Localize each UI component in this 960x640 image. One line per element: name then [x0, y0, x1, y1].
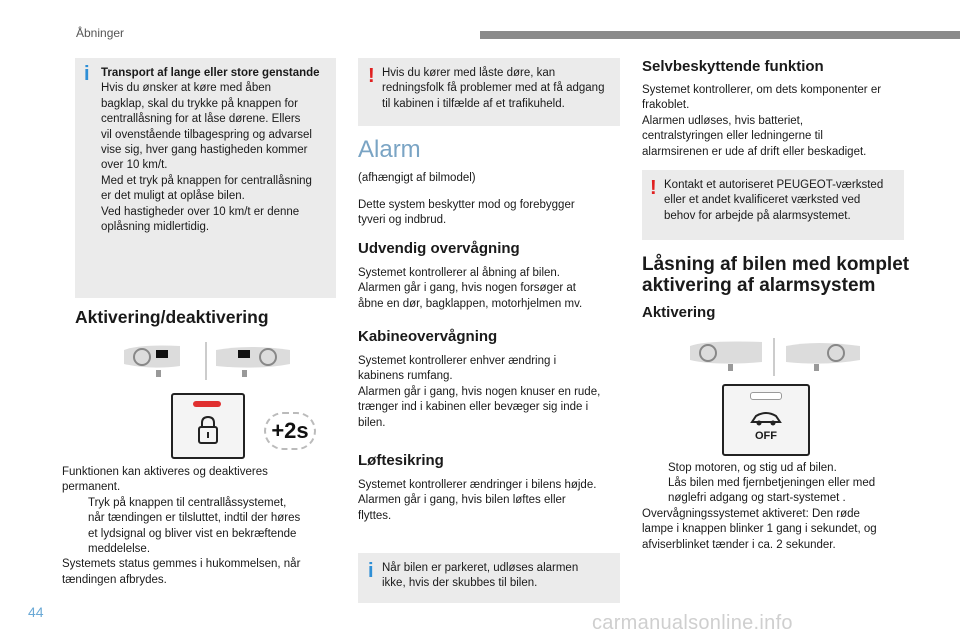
text-line: Hvis du ønsker at køre med åben: [101, 82, 272, 95]
page-number: 44: [28, 604, 44, 620]
text-line: Overvågningssystemet aktiveret: Den røde: [642, 507, 860, 520]
text-line: når tændingen er tilsluttet, indtil der høres: [88, 512, 301, 525]
text-line: tændingen afbrydes.: [62, 573, 167, 586]
text-line: vise sig, hver gang hastigheden kommer: [101, 144, 308, 157]
watermark: carmanualsonline.info: [592, 612, 793, 634]
text-line: eller et andet kvalificeret værksted ved: [664, 194, 861, 207]
heading-cabin-monitoring: Kabineovervågning: [358, 328, 498, 345]
info-box-transport: [75, 58, 336, 298]
text-line: tyveri og indbrud.: [358, 214, 447, 227]
off-label: OFF: [755, 430, 777, 442]
text-line: alarmsirenen er ude af drift eller beskadiget.: [642, 145, 867, 158]
text-line: Ved hastigheder over 10 km/t er denne: [101, 205, 300, 218]
text-line: meddelelse.: [88, 543, 151, 556]
activation-text: [62, 465, 342, 496]
alarm-button: [722, 384, 810, 456]
activation-step-2: [668, 476, 912, 507]
info-icon: i: [368, 560, 374, 582]
led-icon: [750, 392, 782, 400]
text-line: Hvis du kører med låste døre, kan: [382, 67, 556, 79]
heading-lift-protection: Løftesikring: [358, 452, 444, 469]
text-line: Systemets status gemmes i hukommelsen, når: [62, 558, 301, 571]
text-line: behov for arbejde på alarmsystemet.: [664, 209, 851, 222]
warning-icon: !: [368, 65, 375, 87]
text-line: Alarmen går i gang, hvis nogen forsøger at: [358, 282, 576, 295]
text-line: Systemet kontrollerer enhver ændring i: [358, 355, 557, 367]
warning-box-workshop: [642, 170, 904, 240]
text-line: oplåsning midlertidig.: [101, 221, 210, 234]
text-line: Lås bilen med fjernbetjeningen eller med: [668, 477, 876, 489]
heading-exterior-monitoring: Udvendig overvågning: [358, 240, 520, 257]
dashboard-illustration: [686, 336, 866, 381]
text-line: Systemet kontrollerer, om dets komponenter er: [642, 84, 882, 96]
text-line: vil ovenstående tilbagespring og advarsel: [101, 128, 312, 141]
car-alarm-icon: [750, 408, 782, 428]
text-line: Dette system beskytter mod og forebygger: [358, 199, 575, 211]
self-protection-text: [642, 83, 904, 160]
alarm-intro-text: [358, 198, 620, 229]
central-lock-button: [171, 393, 245, 459]
heading-self-protection: Selvbeskyttende funktion: [642, 58, 824, 75]
text-line: Funktionen kan aktiveres og deaktiveres: [62, 466, 268, 478]
text-line: permanent.: [62, 481, 121, 494]
text-line: Alarmen udløses, hvis batteriet,: [642, 114, 804, 127]
red-led-icon: [193, 401, 221, 407]
text-line: Kontakt et autoriseret PEUGEOT-værksted: [664, 179, 884, 191]
text-line: Alarmen går i gang, hvis bilen løftes eller: [358, 494, 566, 507]
text-line: er det muligt at oplåse bilen.: [101, 190, 245, 203]
text-line: over 10 km/t.: [101, 159, 168, 172]
heading-activation-deactivation: Aktivering/deaktivering: [75, 307, 269, 327]
text-line: åbne en dør, bagklappen, motorhjelmen mv.: [358, 297, 583, 310]
text-line: frakoblet.: [642, 99, 690, 112]
text-line: Med et tryk på knappen for centrallåsning: [101, 174, 312, 187]
text-line: Alarmen går i gang, hvis nogen knuser en rude,: [358, 385, 601, 398]
heading-activation: Aktivering: [642, 304, 716, 321]
text-line: trænger ind i kabinen eller bevæger sig inde i: [358, 401, 589, 414]
text-line: Systemet kontrollerer ændringer i bilens højde.: [358, 479, 597, 491]
warning-box-locked-doors: [358, 58, 620, 126]
text-line: Tryk på knappen til centrallåssystemet,: [88, 496, 287, 509]
text-line: lampe i knappen blinker 1 gang i sekundet, og: [642, 523, 877, 536]
section-title: Åbninger: [76, 26, 125, 40]
activation-status-text: [642, 507, 912, 553]
text-line: centralstyringen eller ledningerne til: [642, 130, 823, 143]
text-line: Systemet kontrollerer al åbning af bilen.: [358, 267, 560, 279]
heading-alarm: Alarm: [358, 136, 421, 163]
alarm-model-note: (afhængigt af bilmodel): [358, 172, 476, 184]
status-memory-text: [62, 557, 342, 588]
info-box-text: [101, 81, 331, 235]
warning-icon: !: [650, 177, 657, 199]
info-box-parked: [358, 553, 620, 603]
text-line: redningsfolk få problemer med at få adgang: [382, 82, 605, 95]
cabin-monitoring-text: [358, 354, 620, 431]
text-line: et lydsignal og bliver vist en bekræftende: [88, 527, 297, 540]
info-box-text: [382, 561, 616, 592]
warning-text: [664, 178, 900, 224]
activation-step-1: Stop motoren, og stig ud af bilen.: [668, 462, 837, 474]
text-line: flyttes.: [358, 509, 392, 522]
text-line: kabinens rumfang.: [358, 370, 453, 383]
text-line: bilen.: [358, 416, 386, 429]
header-bar: [480, 31, 960, 39]
text-line: til kabinen i tilfælde af et trafikuheld.: [382, 97, 565, 110]
text-line: nøglefri adgang og start-systemet .: [668, 492, 846, 505]
text-line: Når bilen er parkeret, udløses alarmen: [382, 562, 579, 574]
text-line: bagklap, skal du trykke på knappen for: [101, 97, 298, 110]
hold-2-seconds-badge: +2s: [264, 412, 316, 450]
text-line: centrallåsning for at låse dørene. Ellers: [101, 113, 301, 126]
warning-text: [382, 66, 616, 112]
info-icon: i: [84, 63, 90, 85]
exterior-monitoring-text: [358, 266, 620, 312]
padlock-icon: [197, 415, 219, 445]
text-line: ikke, hvis der skubbes til bilen.: [382, 577, 538, 590]
lift-protection-text: [358, 478, 620, 524]
text-line: afviserblinket tænder i ca. 2 sekunder.: [642, 538, 836, 551]
dashboard-illustration: [120, 340, 300, 385]
activation-step: [88, 496, 342, 558]
heading-full-alarm-locking: Låsning af bilen med komplet aktivering af alarmsystem: [642, 254, 910, 296]
info-box-title: Transport af lange eller store genstande: [101, 67, 320, 79]
